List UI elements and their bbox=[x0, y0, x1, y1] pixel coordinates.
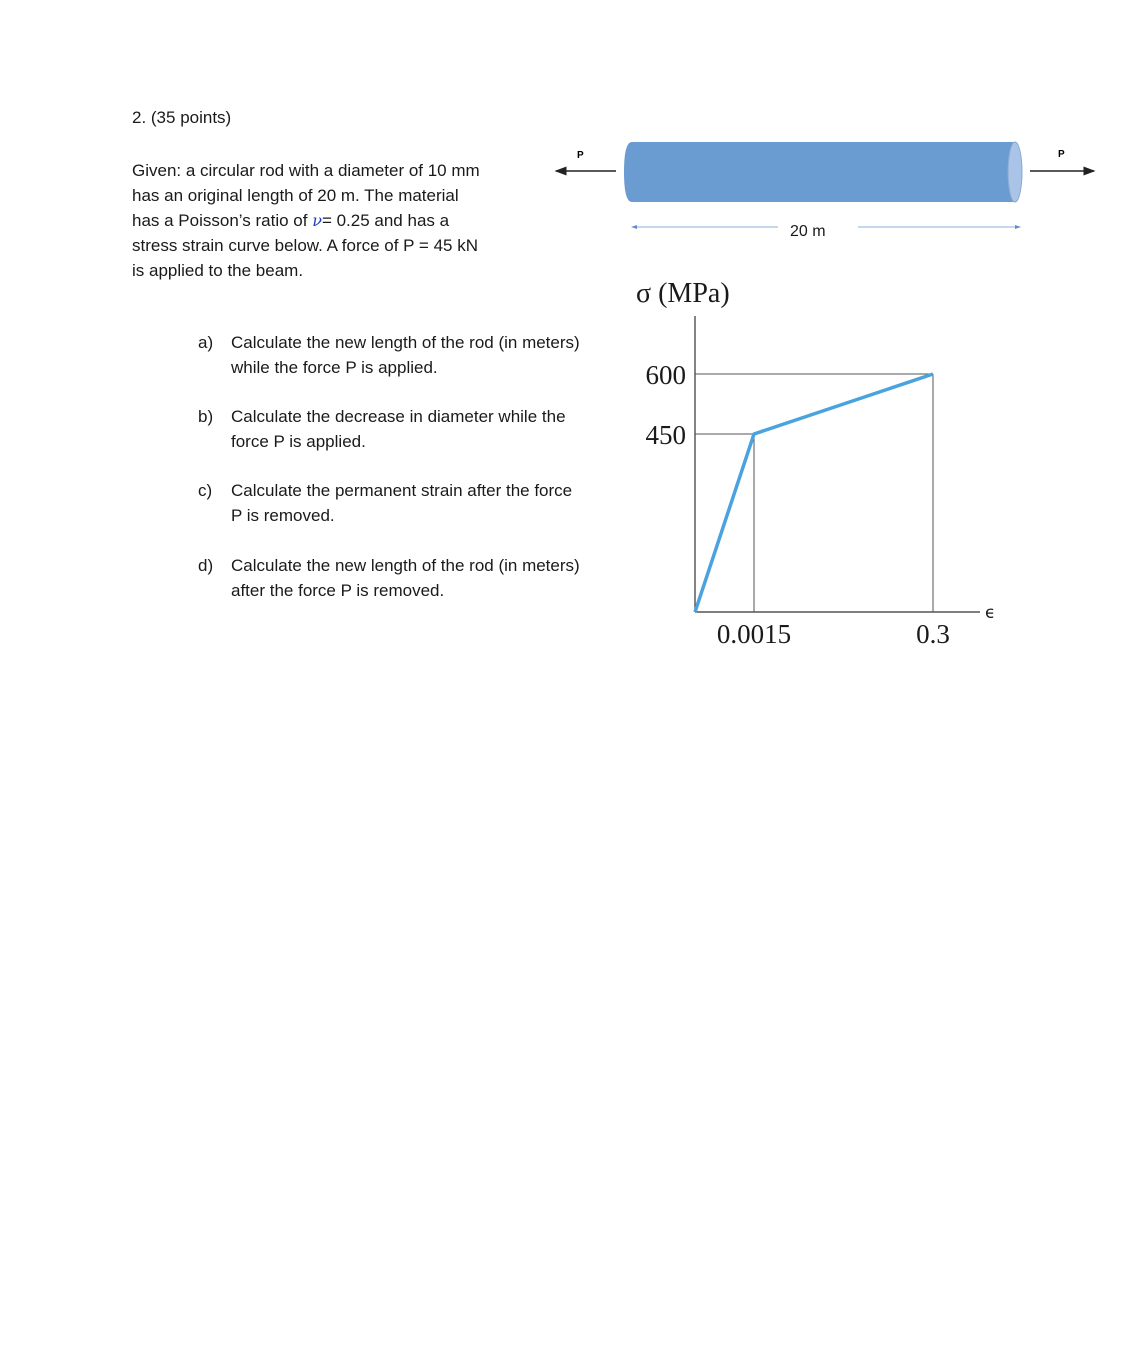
poisson-symbol: ν bbox=[312, 211, 322, 230]
stress-strain-curve bbox=[695, 374, 933, 612]
question-label: a) bbox=[198, 333, 214, 352]
rod-end-face bbox=[1008, 142, 1022, 202]
x-tick-label: 0.3 bbox=[916, 619, 950, 649]
given-line-3a: has a Poisson’s ratio of bbox=[132, 211, 308, 230]
question-text: Calculate the decrease in diameter while the bbox=[231, 407, 566, 426]
given-line-3b: = 0.25 and has a bbox=[321, 211, 450, 230]
given-line-1: Given: a circular rod with a diameter of 10 mm bbox=[132, 161, 480, 180]
length-label: 20 m bbox=[790, 223, 826, 240]
right-force-label: P bbox=[1058, 149, 1065, 160]
question-text: Calculate the new length of the rod (in meters) bbox=[231, 333, 580, 352]
given-line-2: has an original length of 20 m. The material bbox=[132, 186, 459, 205]
y-tick-label: 450 bbox=[645, 420, 686, 450]
question-text: while the force P is applied. bbox=[231, 357, 438, 377]
rod-body bbox=[624, 142, 1016, 202]
question-text: Calculate the permanent strain after the force bbox=[231, 481, 573, 500]
given-line-4: stress strain curve below. A force of P = 45 kN bbox=[132, 236, 478, 255]
question-label: b) bbox=[198, 407, 214, 426]
y-axis-label: σ (MPa) bbox=[636, 278, 730, 309]
question-d bbox=[198, 554, 628, 603]
question-text: P is removed. bbox=[231, 505, 335, 525]
question-c bbox=[198, 479, 628, 528]
question-text: Calculate the new length of the rod (in meters) bbox=[231, 556, 580, 575]
given-line-5: is applied to the beam. bbox=[132, 261, 304, 280]
question-label: c) bbox=[198, 481, 213, 500]
question-b bbox=[198, 405, 628, 454]
x-axis-label: ϵ bbox=[985, 603, 996, 623]
question-a bbox=[198, 331, 628, 380]
problem-header: 2. (35 points) bbox=[132, 108, 232, 127]
question-label: d) bbox=[198, 556, 214, 575]
question-text: after the force P is removed. bbox=[231, 580, 445, 600]
rod-diagram bbox=[0, 0, 1125, 260]
y-tick-label: 600 bbox=[645, 360, 686, 390]
question-text: force P is applied. bbox=[231, 431, 366, 451]
x-tick-label: 0.0015 bbox=[716, 619, 792, 649]
left-force-label: P bbox=[577, 150, 584, 161]
